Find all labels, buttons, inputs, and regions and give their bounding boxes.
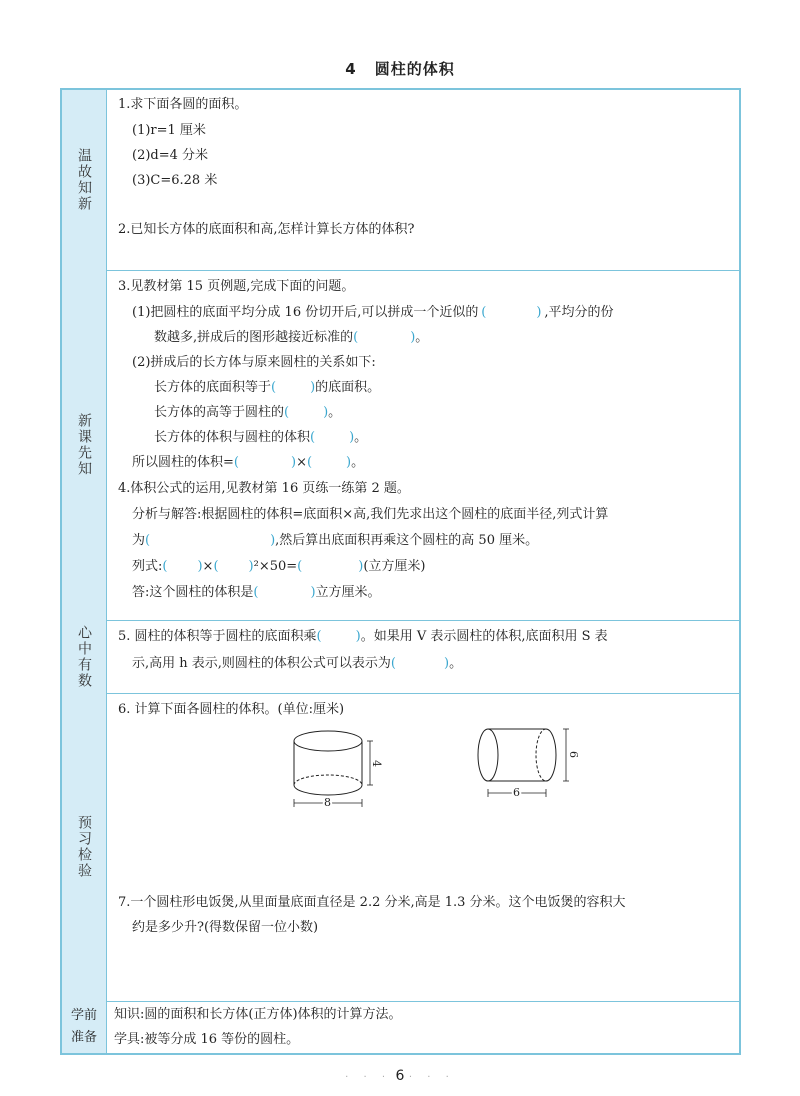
worksheet-frame (60, 88, 741, 1055)
question-1a: (1)r=1 厘米 (132, 123, 206, 138)
fig2-length-label: 6 (513, 786, 520, 799)
page-number-footer (0, 1068, 800, 1084)
answer-blank[interactable] (307, 450, 351, 476)
q4-answer-b: 立方厘米。 (315, 585, 381, 600)
question-3-1-line1 (132, 300, 614, 326)
section-check (62, 693, 739, 1002)
section-label-mind: 心中有数 (76, 624, 92, 689)
section-label-cell (62, 90, 107, 270)
question-3-3 (132, 450, 364, 476)
answer-blank[interactable] (391, 651, 449, 677)
question-5-line2 (132, 651, 462, 677)
q4-answer-a: 答:这个圆柱的体积是 (132, 585, 254, 600)
answer-blank[interactable] (234, 450, 296, 476)
question-4-formula (132, 554, 425, 580)
page-title (0, 58, 800, 79)
answer-blank[interactable] (253, 580, 315, 606)
prep-tools: 学具:被等分成 16 等份的圆柱。 (114, 1032, 300, 1047)
q3-2a-text-b: 的底面积。 (315, 380, 381, 395)
prep-label-top: 学前 (70, 1008, 97, 1023)
q3-2b-text-b: 。 (328, 405, 342, 420)
answer-blank[interactable] (297, 554, 363, 580)
q3-3-text-b: × (296, 455, 307, 470)
q4-formula-b: × (202, 559, 214, 574)
question-3-2c (154, 425, 367, 451)
answer-blank[interactable] (284, 400, 328, 426)
question-1: 1.求下面各圆的面积。 (118, 97, 248, 112)
q3-1-text-d: 。 (415, 330, 429, 345)
section-label-cell (62, 1001, 107, 1053)
q3-1-text-b: ,平均分的份 (544, 305, 614, 320)
question-2: 2.已知长方体的底面积和高,怎样计算长方体的体积? (118, 222, 415, 237)
question-1b: (2)d=4 分米 (132, 148, 209, 163)
question-3-2: (2)拼成后的长方体与原来圆柱的关系如下: (132, 355, 376, 370)
answer-blank[interactable] (317, 624, 361, 650)
q3-2c-text-b: 。 (354, 430, 368, 445)
section-label-cell (62, 270, 107, 620)
q5-text-c: 示,高用 h 表示,则圆柱的体积公式可以表示为 (132, 656, 391, 671)
question-4-calc (132, 528, 538, 554)
fig1-height-label: 4 (370, 760, 383, 767)
question-5-line1 (118, 624, 608, 650)
q3-2a-text-a: 长方体的底面积等于 (154, 380, 272, 395)
question-4-analysis: 分析与解答:根据圆柱的体积=底面积×高,我们先求出这个圆柱的底面半径,列式计算 (132, 507, 609, 522)
question-3-2a (154, 375, 380, 401)
footer-dots-left: · · · (345, 1072, 392, 1083)
answer-blank[interactable] (162, 554, 202, 580)
footer-dots-right: · · · (408, 1072, 455, 1083)
q4-text-a: 为 (132, 533, 146, 548)
section-prep (62, 1001, 739, 1053)
cylinder-figure-2 (476, 727, 586, 807)
q4-text-b: ,然后算出底面积再乘这个圆柱的高 50 厘米。 (275, 533, 539, 548)
question-3-2b (154, 400, 341, 426)
section-label-check: 预习检验 (76, 815, 92, 879)
q3-2c-text-a: 长方体的体积与圆柱的体积 (154, 430, 311, 445)
section-label-preview: 新课先知 (76, 413, 92, 477)
fig2-diameter-label: 6 (567, 751, 580, 758)
q3-3-text-c: 。 (351, 455, 365, 470)
section-review (62, 90, 739, 271)
question-7-line1: 7.一个圆柱形电饭煲,从里面量底面直径是 2.2 分米,高是 1.3 分米。这个电饭煲的容积大 (118, 895, 626, 910)
section-label-cell (62, 693, 107, 1001)
q3-3-text-a: 所以圆柱的体积= (132, 455, 234, 470)
question-3: 3.见教材第 15 页例题,完成下面的问题。 (118, 279, 355, 294)
q5-text-a: 5. 圆柱的体积等于圆柱的底面积乘 (118, 629, 317, 644)
answer-blank[interactable] (271, 375, 315, 401)
q4-formula-d: (立方厘米) (363, 559, 426, 574)
fig1-diameter-label: 8 (324, 796, 331, 809)
question-7-line2: 约是多少升?(得数保留一位小数) (132, 920, 319, 935)
cylinder-figure-1 (288, 727, 398, 817)
answer-blank[interactable] (145, 528, 275, 554)
prep-label-bottom: 准备 (70, 1030, 97, 1045)
question-6: 6. 计算下面各圆柱的体积。(单位:厘米) (118, 702, 345, 717)
answer-blank[interactable] (310, 425, 354, 451)
prep-knowledge: 知识:圆的面积和长方体(正方体)体积的计算方法。 (114, 1007, 402, 1022)
q4-formula-c: ²×50= (253, 559, 298, 574)
lesson-number: 4 (345, 60, 357, 78)
q5-text-b: 。如果用 V 表示圆柱的体积,底面积用 S 表 (360, 629, 608, 644)
answer-blank[interactable] (353, 325, 415, 351)
answer-blank[interactable] (478, 300, 544, 326)
lesson-title: 圆柱的体积 (374, 60, 455, 78)
section-label-cell (62, 620, 107, 693)
q3-2b-text-a: 长方体的高等于圆柱的 (154, 405, 285, 420)
page-number: 6 (395, 1068, 405, 1084)
q3-1-text-a: (1)把圆柱的底面平均分成 16 份切开后,可以拼成一个近似的 (132, 305, 479, 320)
section-preview (62, 270, 739, 621)
question-1c: (3)C=6.28 米 (132, 173, 218, 188)
question-3-1-line2 (154, 325, 428, 351)
q4-formula-a: 列式: (132, 559, 163, 574)
question-4: 4.体积公式的运用,见教材第 16 页练一练第 2 题。 (118, 481, 410, 496)
question-4-answer (132, 580, 381, 606)
answer-blank[interactable] (213, 554, 253, 580)
q5-text-d: 。 (449, 656, 463, 671)
section-label-prep (71, 1005, 97, 1049)
q3-1-text-c: 数越多,拼成后的图形越接近标准的 (154, 330, 354, 345)
section-label-review: 温故知新 (76, 148, 92, 212)
section-mind (62, 620, 739, 694)
